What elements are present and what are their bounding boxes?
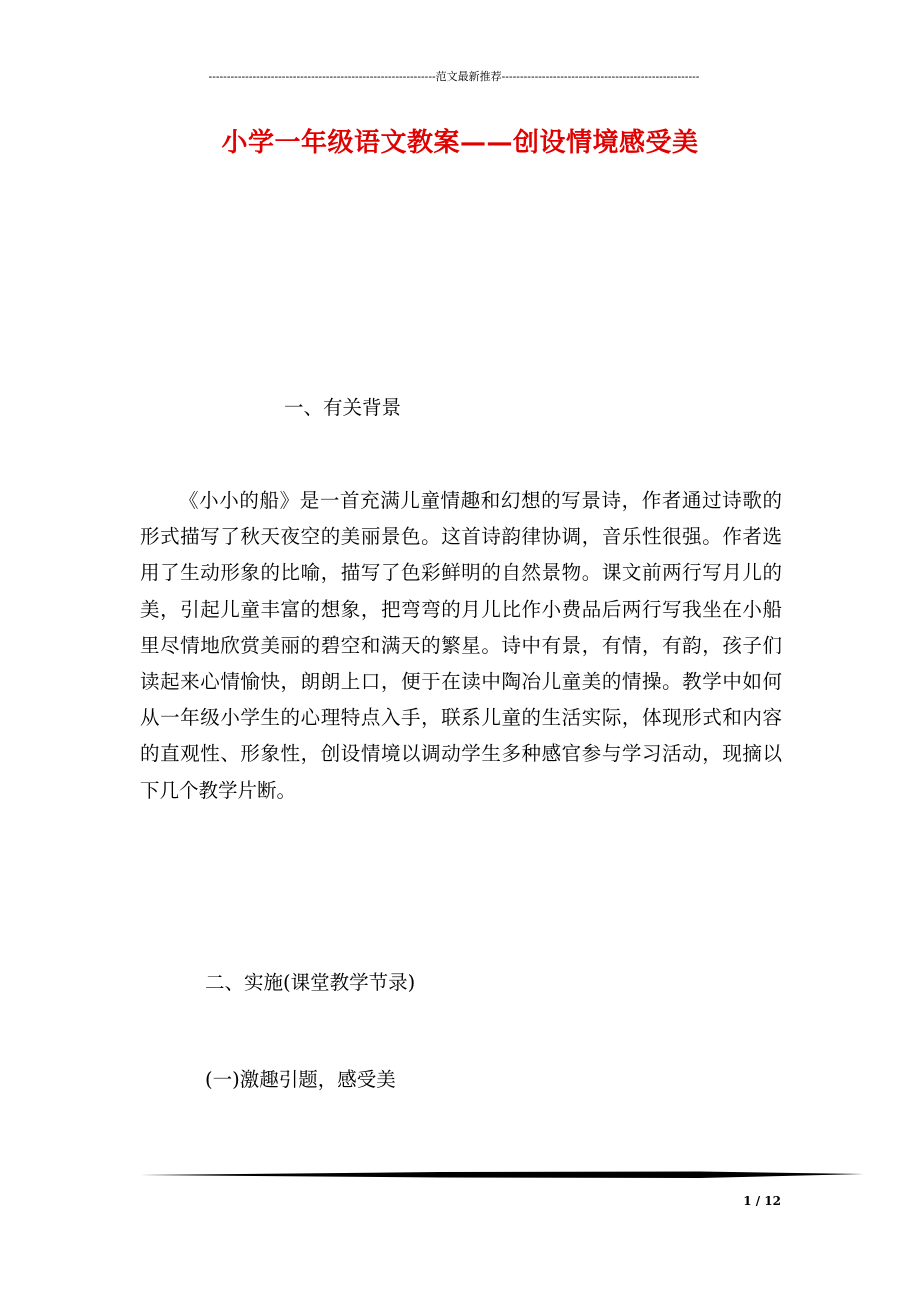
subsection-heading-intro: (一)激趣引题，感受美 <box>205 1068 396 1091</box>
footer-rule <box>140 1170 864 1180</box>
section-heading-background: 一、有关背景 <box>284 396 402 419</box>
page-header: --------------------------------------------------------------范文最新推荐------------------------------------------------------ <box>208 71 700 83</box>
document-title: 小学一年级语文教案——创设情境感受美 <box>221 128 699 158</box>
section-heading-implementation: 二、实施(课堂教学节录) <box>205 971 416 994</box>
page-number: 1 / 12 <box>743 1194 781 1208</box>
body-paragraph: 《小小的船》是一首充满儿童情趣和幻想的写景诗，作者通过诗歌的形式描写了秋天夜空的美丽景色。这首诗韵律协调，音乐性很强。作者选用了生动形象的比喻，描写了色彩鲜明的自然景物。课文前两行写月儿的美，引起儿童丰富的想象，把弯弯的月儿比作小费品后两行写我坐在小船里尽情地欣赏美丽的碧空和满天的繁星。诗中有景，有情，有韵，孩子们读起来心情愉快，朗朗上口，便于在读中陶冶儿童美的情操。教学中如何从一年级小学生的心理特点入手，联系儿童的生活实际，体现形式和内容的直观性、形象性，创设情境以调动学生多种感官参与学习活动，现摘以下几个教学片断。 <box>140 489 782 802</box>
